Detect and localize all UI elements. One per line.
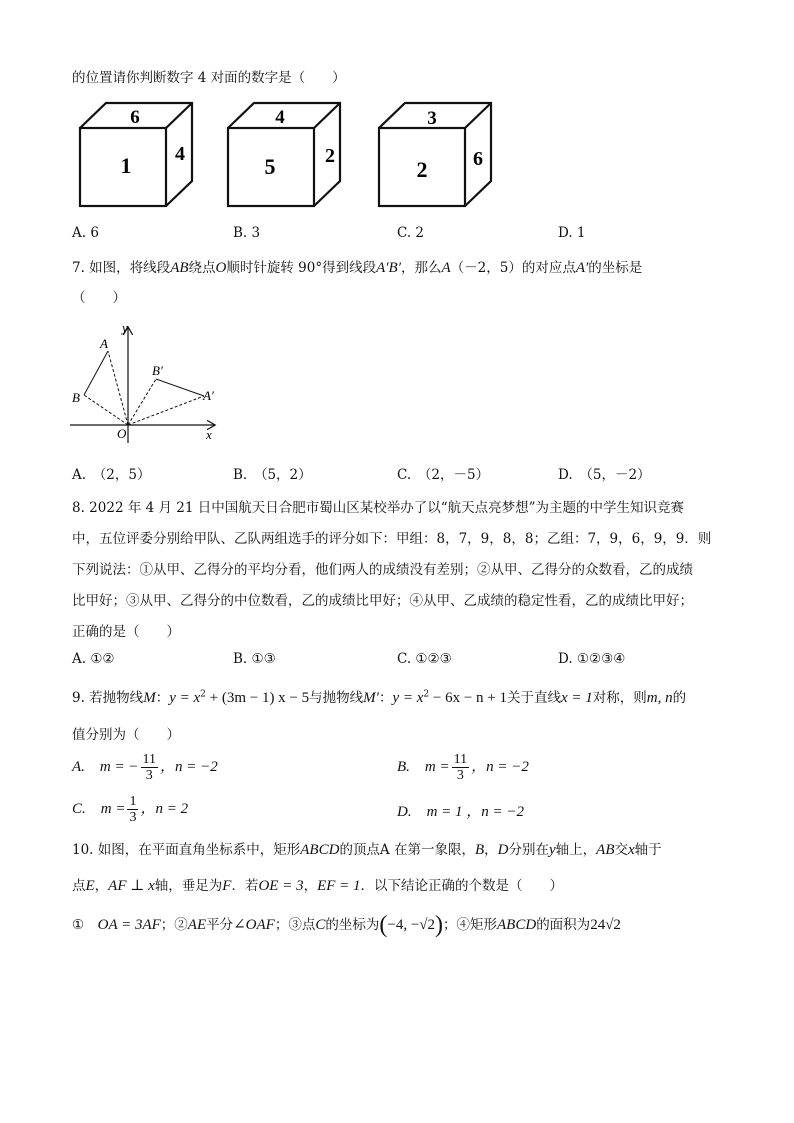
q8-line-5: 正确的是（ ） [72, 624, 180, 640]
q7-figure [66, 318, 226, 448]
cube-3-front: 2 [416, 157, 428, 182]
cube-1-side: 4 [175, 143, 185, 165]
q9-option-a[interactable]: A. m = − $\frac{11}{3}$ ，n = −2 [72, 752, 218, 783]
q9-option-c[interactable]: C. m = $\frac{1}{3}$ ，n = 2 [72, 794, 189, 825]
cube-2-side: 2 [325, 145, 335, 167]
point-bp-label: B′ [152, 363, 163, 378]
q10-line-1: 10. 如图，在平面直角坐标系中，矩形ABCD的顶点A 在第一象限，B，D分别在y轴上，AB交x轴于 [72, 842, 662, 858]
cube-2-front: 5 [264, 154, 276, 179]
q7-stem-line2: （ ） [72, 290, 126, 306]
q8-line-4: 比甲好；③从甲、乙得分的中位数看，乙的成绩比甲好；④从甲、乙成绩的稳定性看，乙的成绩比甲好； [72, 593, 693, 609]
q9-stem: 9. 若抛物线M：$y = x^2 + (3m - 1) x - 5$与抛物线M′：$y = x^2 - 6x - n + 1$关于直线x = 1对称，则m, n的 [72, 689, 687, 706]
q8-option-a[interactable]: A. ①② [72, 651, 115, 667]
q6-option-a[interactable]: A. 6 [72, 225, 99, 241]
cube-1-top: 6 [130, 107, 140, 128]
q9-option-d[interactable]: D. m = 1 ，n = −2 [397, 804, 525, 820]
origin-label: O [117, 426, 127, 441]
q9-stem-line2: 值分别为（ ） [72, 727, 180, 743]
q6-option-c[interactable]: C. 2 [397, 225, 425, 241]
segment-apbp [156, 379, 204, 396]
dash-obp [128, 379, 156, 425]
q8-line-3: 下列说法：①从甲、乙得分的平均分看，他们两人的成绩没有差别；②从甲、乙得分的众数看，乙的成绩 [72, 562, 693, 578]
point-ap-label: A′ [203, 388, 214, 403]
q8-option-b[interactable]: B. ①③ [233, 651, 276, 667]
q10-line-3: ① OA = 3AF；②AE平分∠OAF；③点C的坐标为(−4, −√2)；④矩形ABCD的面积为24√2 [72, 912, 621, 938]
q6-option-b[interactable]: B. 3 [233, 225, 261, 241]
dash-oap [128, 396, 204, 425]
q6-stem: 的位置请你判断数字 4 对面的数字是（ ） [72, 70, 346, 86]
point-a-label: A [100, 336, 108, 351]
q6-cubes-figure [70, 98, 530, 214]
q8-line-2: 中，五位评委分别给甲队、乙队两组选手的评分如下：甲组：8，7，9，8，8；乙组：7，9，6，9，9．则 [72, 531, 712, 547]
cube-2-top: 4 [275, 107, 285, 128]
segment-ab [84, 351, 108, 395]
axis-x-label: x [206, 427, 212, 442]
q6-option-d[interactable]: D. 1 [558, 225, 586, 241]
q8-option-c[interactable]: C. ①②③ [397, 651, 452, 667]
q8-option-d[interactable]: D. ①②③④ [558, 651, 626, 667]
cube-1-front: 1 [120, 153, 132, 178]
q7-option-d[interactable]: D. （5，－2） [558, 467, 651, 483]
axis-y-label: y [122, 320, 128, 335]
cube-3-top: 3 [427, 108, 437, 129]
q9-option-b[interactable]: B. m = $\frac{11}{3}$ ，n = −2 [397, 752, 529, 783]
q7-option-b[interactable]: B. （5，2） [233, 467, 312, 483]
cube-3-side: 6 [473, 148, 483, 170]
point-b-label: B [72, 390, 80, 405]
q7-option-a[interactable]: A. （2，5） [72, 467, 151, 483]
q8-line-1: 8. 2022 年 4 月 21 日中国航天日合肥市蜀山区某校举办了以“航天点亮梦想”为主题的中学生知识竞赛 [72, 500, 685, 516]
q10-line-2: 点E，AF ⊥ x轴，垂足为F．若OE = 3，EF = 1．以下结论正确的个数是（ ） [72, 878, 564, 894]
q7-stem: 7. 如图，将线段AB绕点O顺时针旋转 90°得到线段A′B′，那么A（－2，5）的对应点A′的坐标是 [72, 260, 643, 276]
q7-option-c[interactable]: C. （2，－5） [397, 467, 490, 483]
